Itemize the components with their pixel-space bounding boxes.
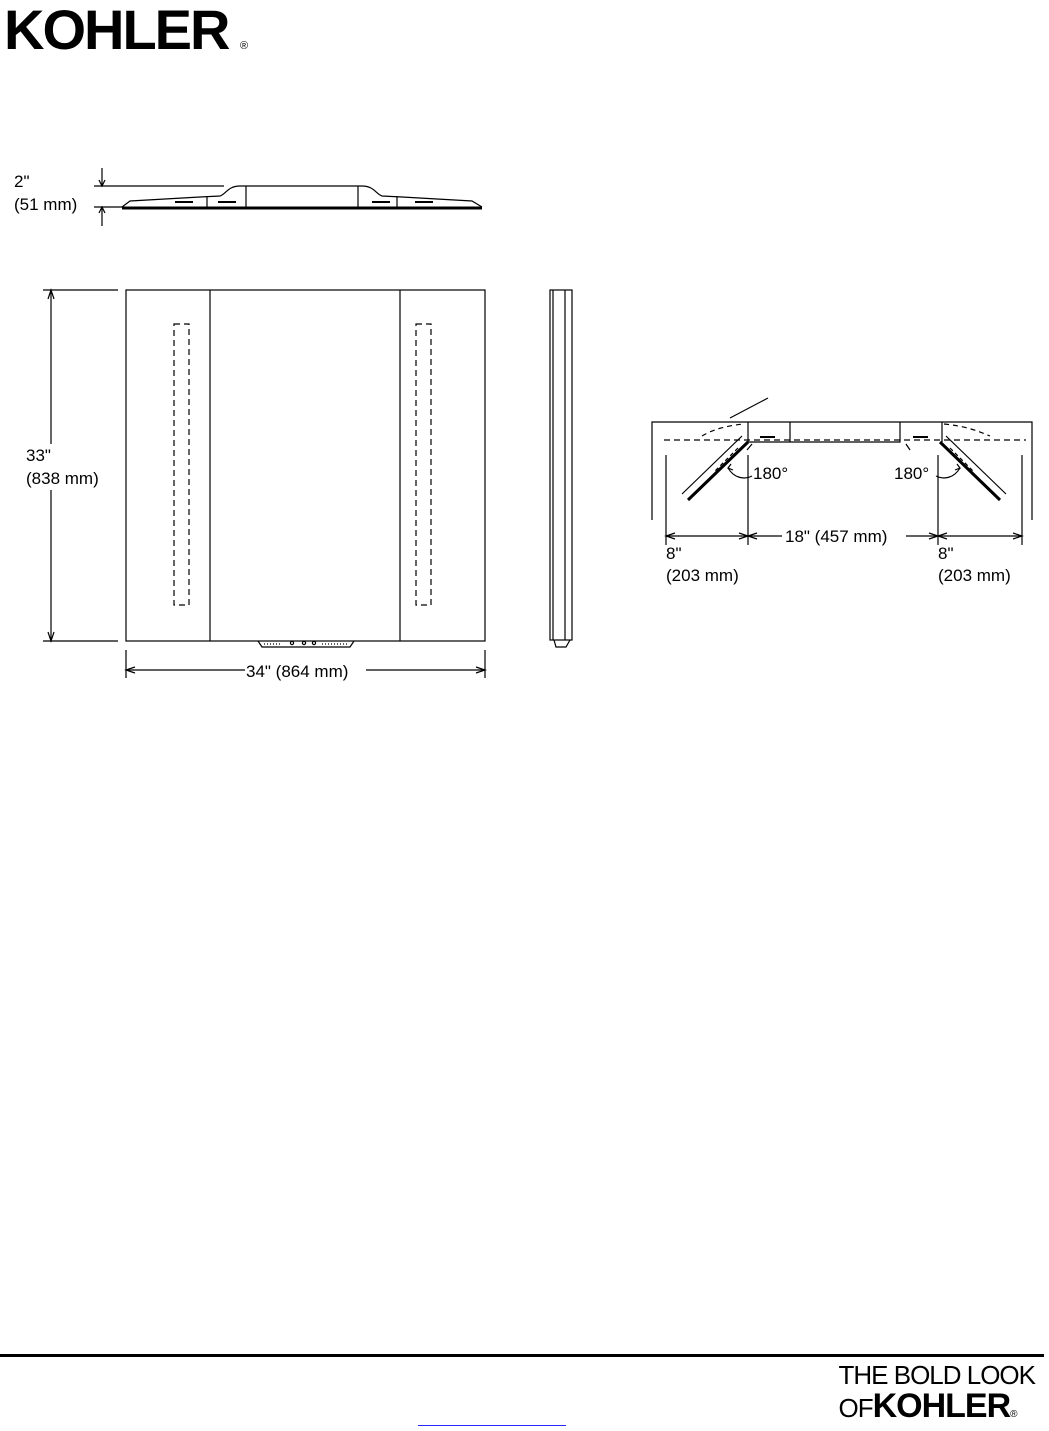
height-mm-label: (838 mm) [26, 469, 99, 488]
door-left-in-label: 8" [666, 544, 682, 563]
width-label: 34" (864 mm) [246, 662, 349, 681]
logo-text: KOHLER [4, 0, 229, 61]
front-view [43, 290, 485, 678]
top-view [94, 168, 482, 226]
height-in-label: 33" [26, 446, 51, 465]
depth-in-label: 2" [14, 172, 30, 191]
side-view [550, 290, 572, 647]
footer-rule [0, 1354, 1044, 1357]
angle-left-label: 180° [753, 464, 789, 483]
center-span-label: 18" (457 mm) [785, 527, 888, 546]
tagline-of: OF [838, 1393, 873, 1423]
registered-mark: ® [240, 40, 249, 52]
tagline-line2 [838, 1387, 1036, 1431]
footer-link[interactable] [418, 1413, 566, 1426]
tagline-line1: THE BOLD LOOK [838, 1360, 1035, 1390]
tagline-brand: KOHLER [872, 1387, 1011, 1425]
tagline-registered: ® [1010, 1409, 1017, 1420]
plan-view [652, 398, 1032, 545]
door-right-in-label: 8" [938, 544, 954, 563]
depth-mm-label: (51 mm) [14, 195, 78, 214]
door-left-mm-label: (203 mm) [666, 566, 739, 585]
angle-right-label: 180° [894, 464, 930, 483]
door-right-mm-label: (203 mm) [938, 566, 1011, 585]
footer-tagline [839, 1360, 1036, 1431]
